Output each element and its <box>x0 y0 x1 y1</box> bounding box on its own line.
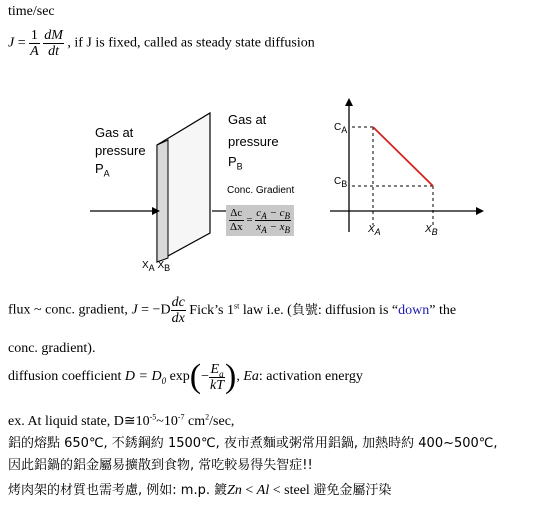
diff-coeff-intro: diffusion coefficient <box>8 369 122 385</box>
frac-num: dc <box>171 295 185 310</box>
label-gas-right-line2: pressure <box>228 134 279 149</box>
graph-label-xa: $X_A$ <box>368 224 381 237</box>
label-gas-left <box>95 124 146 178</box>
graph-label-ca: $C_A$ <box>334 122 348 135</box>
frac-num: dM <box>44 28 63 43</box>
diff-coeff-post: : activation energy <box>258 369 363 385</box>
paren-close: ) <box>225 358 237 395</box>
paren-open: ( <box>189 358 202 395</box>
frac-num: $c_A - c_B$ <box>256 207 290 222</box>
label-conc-gradient: Conc. Gradient <box>227 185 295 196</box>
membrane-slab-side <box>157 140 168 262</box>
diff-coeff-eq: $D = D_0$ <box>124 369 167 387</box>
frac-den: dt <box>48 44 59 59</box>
fraction-concentration-difference <box>255 207 291 234</box>
frac-num: Δc <box>230 207 243 219</box>
graph-label-cb: $C_B$ <box>334 176 348 189</box>
concentration-profile-line <box>373 127 433 186</box>
label-gas-left-line2: pressure <box>95 143 146 158</box>
frac-den: A <box>30 44 39 59</box>
label-gas-left-line1: Gas at <box>95 125 134 140</box>
label-gas-right-line1: Gas at <box>228 112 267 127</box>
text-zh-grill-material: 烤肉架的材質也需考慮, 例如: m.p. 鍍Zn < Al < steel 避免金屬汙染 <box>8 483 392 498</box>
flux-symbol-j: J <box>131 302 138 318</box>
text-zh-aluminum-diffusion: 因此鋁鍋的鋁金屬易擴散到食物, 常吃較易得失智症!! <box>8 458 313 473</box>
eq-symbol-j: J <box>8 35 15 51</box>
diff-coeff-ea: Ea <box>243 369 259 385</box>
text-zh-aluminum-melting: 鋁的熔點 650℃, 不銹鋼約 1500℃, 夜市煮麵或粥常用鋁鍋, 加熱時約 400~500℃, <box>8 436 498 451</box>
frac-den: $x_A - x_B$ <box>256 221 290 236</box>
label-gas-right <box>228 111 279 171</box>
label-gas-right-pressure: $P_B$ <box>228 154 243 172</box>
fick-law-text: Fick’s 1st law i.e. (負號: diffusion is “down” the <box>189 301 457 318</box>
gradient-formula-box <box>226 205 294 236</box>
frac-num: $E_a$ <box>210 361 224 379</box>
eq-trailing-text: , if J is fixed, called as steady state diffusion <box>67 35 315 51</box>
flux-eq-rhs: = −D <box>141 302 171 318</box>
text-down-highlight: down <box>398 302 430 318</box>
graph-y-axis-arrow <box>345 98 353 106</box>
box-equals: = <box>246 214 253 227</box>
graph-x-axis-arrow <box>476 207 484 215</box>
text-flux-fick-law <box>8 295 456 326</box>
frac-den: kT <box>210 377 225 393</box>
text-liquid-state: ex. At liquid state, $D≅10^{-5}\sim 10^{-7}$ $cm^2/\sec$, <box>8 412 235 429</box>
diff-coeff-exp: exp <box>169 369 190 385</box>
eq-equals: = <box>17 35 26 51</box>
frac-den: Δx <box>230 221 243 233</box>
frac-den: dx <box>171 311 185 326</box>
fraction-delta-c-over-delta-x <box>229 207 244 234</box>
label-gas-left-pressure: $P_A$ <box>95 161 110 179</box>
text-diffusion-coefficient: diffusion coefficient $D = D_0$ exp(− $\frac{E_a}{kT}$ ), Ea: activation energy <box>8 358 363 395</box>
fraction-ea-over-kt <box>209 362 225 393</box>
label-slab-xa-xb: $X_A$ $X_B$ <box>142 260 171 273</box>
graph-label-xb: $X_B$ <box>425 224 438 237</box>
text-flux-line2: conc. gradient). <box>8 341 96 356</box>
frac-num: 1 <box>30 28 38 43</box>
text-line-time-sec: time/sec <box>8 4 55 19</box>
diff-coeff-minus: − <box>201 369 210 385</box>
flux-intro: flux ~ conc. gradient, <box>8 302 128 318</box>
fraction-dc-over-dx <box>171 295 186 326</box>
